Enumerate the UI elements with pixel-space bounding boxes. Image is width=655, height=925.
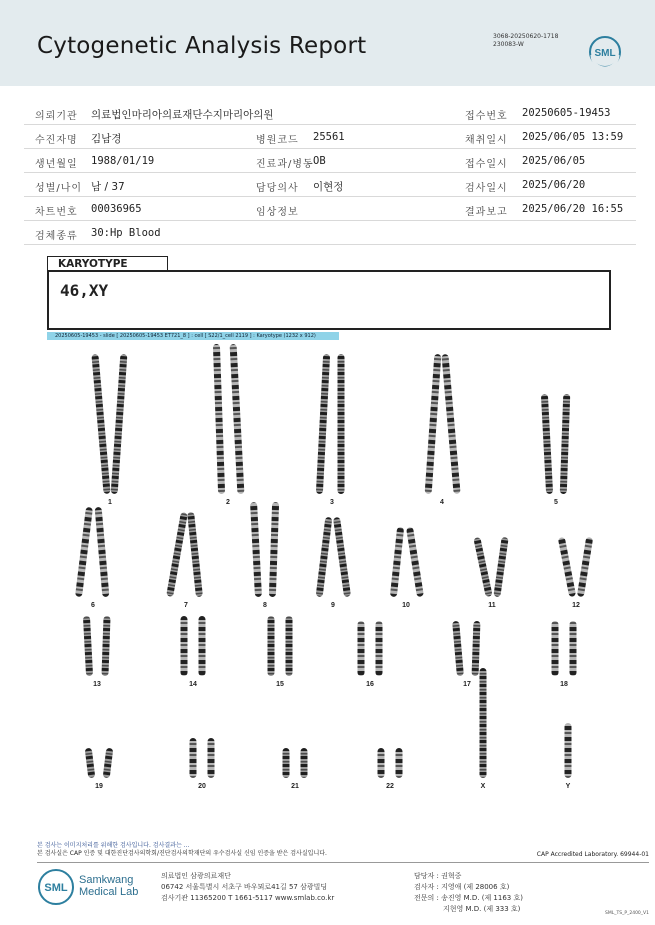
chromosome bbox=[283, 748, 290, 778]
barcode-line-1: 3068-20250620-1718 bbox=[493, 33, 559, 40]
chromosome-label: 19 bbox=[95, 783, 103, 790]
reported-value: 2025/06/20 16:55 bbox=[522, 203, 624, 215]
chromosome-label: 8 bbox=[263, 602, 267, 609]
chromosome bbox=[565, 723, 572, 778]
karyotype-result: 46,XY bbox=[60, 281, 109, 300]
chromosome bbox=[250, 502, 262, 597]
chromosome bbox=[111, 354, 128, 494]
collected-label: 채취일시 bbox=[465, 135, 508, 146]
chart-no-label: 차트번호 bbox=[35, 207, 78, 218]
chromosome bbox=[181, 616, 188, 676]
chromosome bbox=[560, 394, 570, 494]
address-line-1: 의료법인 삼광의료재단 bbox=[161, 872, 231, 880]
chromosome bbox=[406, 527, 424, 597]
chart-no-value: 00036965 bbox=[91, 203, 142, 215]
chromosome-label: 14 bbox=[189, 681, 197, 688]
chromosome bbox=[390, 527, 404, 597]
dept-value: OB bbox=[313, 155, 326, 167]
barcode-id bbox=[493, 33, 558, 49]
footer-logo-text: SML bbox=[44, 882, 68, 894]
sml-logo-icon bbox=[588, 35, 622, 69]
disclaimer-line-1: 본 검사는 이미지처리를 위해한 검사입니다. 검사결과는 ... bbox=[37, 842, 190, 849]
chromosome bbox=[425, 354, 442, 494]
footer-address bbox=[161, 871, 334, 904]
chromosome bbox=[378, 748, 385, 778]
document-code: SML_TS_P_2400_V1 bbox=[605, 911, 649, 916]
karyogram-caption: 20250605-19453 - slide [ 20250605-19453 ET721_8 ] : cell [ S22/1_cell 2119 ] : Karyotype (1232 x 912) bbox=[47, 332, 339, 340]
institution-value: 의료법인마리아의료재단수지마리아의원 bbox=[91, 109, 274, 121]
chromosome bbox=[441, 354, 460, 494]
chromosome bbox=[358, 621, 365, 676]
chromosome bbox=[570, 621, 577, 676]
karyotype-result-box bbox=[47, 270, 611, 330]
chromosome bbox=[208, 738, 215, 778]
chromosome bbox=[91, 354, 110, 494]
info-row bbox=[24, 221, 636, 245]
chromosome bbox=[577, 537, 593, 597]
chromosome-label: 20 bbox=[198, 783, 206, 790]
chromosome bbox=[316, 354, 330, 494]
chromosome bbox=[552, 621, 559, 676]
footer-signatories bbox=[414, 871, 523, 915]
reported-label: 결과보고 bbox=[465, 207, 508, 218]
institution-label: 의뢰기관 bbox=[35, 111, 78, 122]
hospital-code-label: 병원코드 bbox=[256, 135, 299, 146]
barcode-line-2: 230083-W bbox=[493, 41, 524, 48]
chromosome-label: 6 bbox=[91, 602, 95, 609]
chromosome bbox=[472, 621, 481, 676]
dept-label: 진료과/병동 bbox=[256, 159, 314, 170]
brand-line-2: Medical Lab bbox=[79, 886, 139, 898]
chromosome-label: 12 bbox=[572, 602, 580, 609]
cap-accreditation: CAP Accredited Laboratory. 69944-01 bbox=[536, 851, 649, 858]
chromosome bbox=[493, 537, 508, 597]
samkwang-logo-icon bbox=[37, 868, 75, 906]
chromosome bbox=[103, 748, 114, 779]
chromosome bbox=[473, 537, 492, 597]
footer-divider bbox=[37, 862, 649, 863]
chromosome bbox=[376, 621, 383, 676]
chromosome bbox=[85, 748, 96, 779]
chromosome bbox=[480, 668, 487, 778]
signatory-line-1: 담당자 : 권혁중 bbox=[414, 872, 462, 880]
sex-age-value: 남 / 37 bbox=[91, 181, 125, 193]
info-row bbox=[24, 125, 636, 149]
chromosome-label: Y bbox=[565, 783, 571, 790]
chromosome bbox=[338, 354, 345, 494]
disclaimer-line-2: 본 검사실은 CAP 인증 및 대한진단검사의학회/진단검사의학재단의 우수검사실 신임 인증을 받은 검사실입니다. bbox=[37, 850, 327, 857]
chromosome-label: 9 bbox=[331, 602, 335, 609]
chromosome bbox=[316, 517, 333, 597]
disclaimer bbox=[37, 842, 327, 858]
tested-value: 2025/06/20 bbox=[522, 179, 586, 191]
specimen-value: 30:Hp Blood bbox=[91, 227, 161, 239]
dob-label: 생년월일 bbox=[35, 159, 78, 170]
tested-label: 검사일시 bbox=[465, 183, 508, 194]
received-value: 2025/06/05 bbox=[522, 155, 586, 167]
collected-value: 2025/06/05 13:59 bbox=[522, 131, 624, 143]
chromosome-label: X bbox=[480, 783, 486, 790]
chromosome bbox=[333, 517, 351, 597]
patient-info-table bbox=[24, 101, 636, 245]
info-row bbox=[24, 149, 636, 173]
dob-value: 1988/01/19 bbox=[91, 155, 155, 167]
report-title: Cytogenetic Analysis Report bbox=[37, 33, 367, 59]
brand-line-1: Samkwang bbox=[79, 874, 134, 886]
chromosome bbox=[190, 738, 197, 778]
chromosome bbox=[187, 512, 203, 597]
received-label: 접수일시 bbox=[465, 159, 508, 170]
chromosome-label: 11 bbox=[488, 602, 496, 609]
address-line-3: 검사기관 11365200 T 1661-5117 www.smlab.co.kr bbox=[161, 894, 335, 902]
karyogram-image bbox=[47, 340, 611, 798]
patient-value: 김남경 bbox=[91, 133, 122, 145]
chromosome-label: 5 bbox=[554, 499, 558, 506]
chromosome-label: 16 bbox=[366, 681, 374, 688]
chromosome-label: 13 bbox=[93, 681, 101, 688]
signatory-line-2: 검사자 : 지영애 (제 28006 호) bbox=[414, 883, 510, 891]
chromosome bbox=[541, 394, 553, 494]
chromosome bbox=[230, 344, 245, 494]
chromosome-label: 10 bbox=[402, 602, 410, 609]
address-line-2: 06742 서울특별시 서초구 바우뫼로41길 57 삼광빌딩 bbox=[161, 883, 328, 891]
chromosome bbox=[286, 616, 293, 676]
info-row bbox=[24, 173, 636, 197]
chromosome bbox=[75, 507, 93, 597]
chromosome bbox=[269, 502, 279, 597]
doctor-value: 이현정 bbox=[313, 181, 344, 193]
info-row bbox=[24, 197, 636, 221]
chromosome-label: 21 bbox=[291, 783, 299, 790]
chromosome-label: 1 bbox=[108, 499, 112, 506]
chromosome bbox=[301, 748, 308, 778]
chromosome bbox=[199, 616, 206, 676]
hospital-code-value: 25561 bbox=[313, 131, 345, 143]
chromosome bbox=[452, 621, 464, 676]
chromosome bbox=[396, 748, 403, 778]
doctor-label: 담당의사 bbox=[256, 183, 299, 194]
info-row bbox=[24, 101, 636, 125]
chromosome bbox=[558, 537, 576, 597]
chromosome-label: 18 bbox=[560, 681, 568, 688]
chromosome bbox=[95, 507, 110, 597]
chromosome bbox=[101, 616, 110, 676]
specimen-label: 검체종류 bbox=[35, 231, 78, 242]
chromosome-label: 2 bbox=[226, 499, 230, 506]
chromosome bbox=[268, 616, 275, 676]
signatory-line-4: 지현영 M.D. (제 333 호) bbox=[443, 905, 521, 913]
chromosome-label: 7 bbox=[184, 602, 188, 609]
receipt-no-label: 접수번호 bbox=[465, 111, 508, 122]
footer-brand bbox=[79, 874, 138, 898]
patient-label: 수진자명 bbox=[35, 135, 78, 146]
karyotype-heading: KARYOTYPE bbox=[47, 256, 168, 271]
chromosome-label: 22 bbox=[386, 783, 394, 790]
sex-age-label: 성별/나이 bbox=[35, 183, 83, 194]
chromosome bbox=[166, 512, 188, 597]
receipt-no-value: 20250605-19453 bbox=[522, 107, 611, 119]
signatory-line-3: 전문의 : 송진영 M.D. (제 1163 호) bbox=[414, 894, 523, 902]
sml-logo-text: SML bbox=[594, 48, 616, 59]
chromosome-label: 3 bbox=[330, 499, 334, 506]
chromosome-label: 4 bbox=[440, 499, 444, 506]
chromosome bbox=[213, 344, 225, 494]
clinical-label: 임상정보 bbox=[256, 207, 299, 218]
chromosome-label: 17 bbox=[463, 681, 471, 688]
chromosome-label: 15 bbox=[276, 681, 284, 688]
chromosome bbox=[83, 616, 93, 676]
